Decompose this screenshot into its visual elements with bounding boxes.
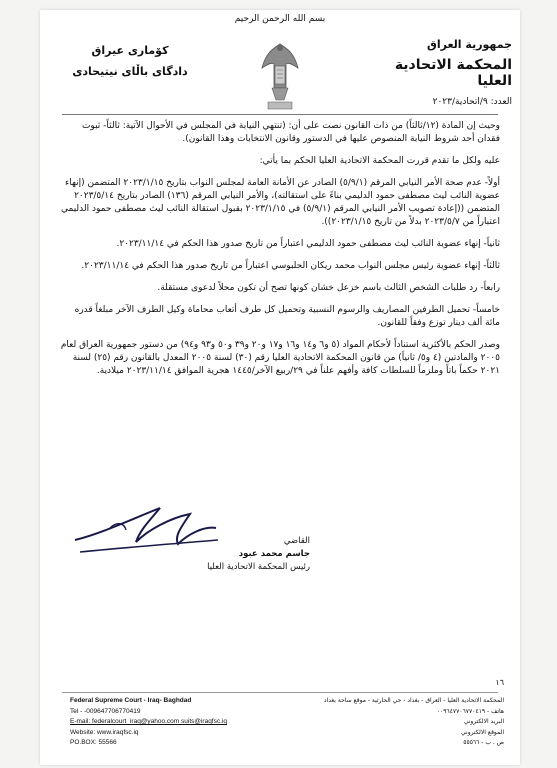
document-page <box>40 10 520 765</box>
footer-divider <box>62 692 498 693</box>
signatory-name: جاسم محمد عبود <box>238 549 310 559</box>
country-name-arabic: جمهورية العراق <box>427 38 512 51</box>
footer-english <box>70 696 270 749</box>
footer-email-ar: البريد الالكتروني <box>463 718 504 725</box>
basmala: بسم الله الرحمن الرحيم <box>234 14 326 24</box>
signatory-title: القاضي <box>283 536 310 546</box>
paragraph-first: أولاً- عدم صحة الأمر النيابي المرقم (٥/٩/١) الصادر عن الأمانة العامة لمجلس النواب بتاريخ ٢٠٢٣/١/١٥ المتضمن (إنهاء عضوية النائب ليث مصطفى حمود الدليمي بناءً على استقالته)، والأمر النيابي المرقم (١٣٦) الصادر بتاريخ ٢٠٢٣/٥/١٤ المتضمن ((إعادة تصويب الأمر النيابي المرقم (٥/٩/١) في ٢٠٢٣/١/١٥ بقبول استقالة النائب ليث مصطفى حمود الدليمي اعتباراً من ٢٠٢٣/٥/٧ بدلاً من تاريخ ٢٠٢٣/١/١٥)). <box>61 178 500 227</box>
paragraph-third: ثالثاً- إنهاء عضوية رئيس مجلس النواب محمد ريكان الحلبوسي اعتباراً من تاريخ صدور هذا الحكم في ٢٠٢٣/١١/١٤. <box>81 261 500 271</box>
header-divider <box>62 114 498 115</box>
country-name-kurdish: كۆماری عیراق <box>91 44 169 57</box>
footer-website-en[interactable]: Website: www.iraqfsc.iq <box>70 728 139 736</box>
header-kurdish <box>70 44 190 78</box>
footer-website-ar: الموقع الالكتروني <box>461 728 504 736</box>
signatory-position: رئيس المحكمة الاتحادية العليا <box>207 562 310 572</box>
footer-email-en[interactable]: E-mail: federalcourt_iraq@yahoo.com suits@iraqfsc.iq <box>70 718 227 725</box>
footer-pobox-en: PO.BOX: 55566 <box>70 739 117 746</box>
eagle-emblem-icon <box>260 38 300 116</box>
paragraph-ruling: وصدر الحكم بالأكثرية استناداً لأحكام المواد (٥ و٦ و١٤ و١٦ و١٧ و٢٠ و٣٩ و٥٠ و٩٣ و٩٤) من دستور جمهورية العراق لعام ٢٠٠٥ والمادتين (٤ و٥/ ثانياً) من قانون المحكمة الاتحادية العليا رقم (٣٠) لسنة ٢٠٠٥ المعدل بالقانون رقم (٢٥) لسنة ٢٠٢١ حكماً باتاً وملزماً للسلطات كافة وأفهم علناً في ٢٩/ربيع الآخر/١٤٤٥ هجرية الموافق ٢٠٢٣/١١/١٤ ميلادية. <box>60 340 500 376</box>
footer-address-ar: المحكمة الاتحادية العليا - العراق - بغداد - حي الحارثية - موقع ساحة بغداد <box>323 697 504 704</box>
paragraph-article-12: وحيث إن المادة (١٢/ثالثاً) من ذات القانون نصت على أن: (تنتهي النيابة في المجلس في الأحوال الآتية: ثالثاً- ثبوت فقدان أحد شروط النيابة المنصوص عليها في الدستور وقانون الانتخابات وهذا القانون). <box>81 121 500 144</box>
court-name-kurdish: دادگای باڵای نیتیحادی <box>72 65 188 78</box>
page-number: ١٦ <box>495 678 504 687</box>
header-arabic <box>362 38 512 107</box>
paragraph-second: ثانياً- إنهاء عضوية النائب ليث مصطفى حمود الدليمي اعتباراً من تاريخ صدور هذا الحكم في ٢٠٢٣/١١/١٤. <box>116 239 500 249</box>
document-number: العدد: ٩/اتحادية/٢٠٢٣ <box>432 97 512 107</box>
paragraph-decision-intro: عليه ولكل ما تقدم قررت المحكمة الاتحادية العليا الحكم بما يأتي: <box>259 156 500 166</box>
paragraph-fifth: خامساً- تحميل الطرفين المصاريف والرسوم النسبية وتحميل كل طرف أتعاب محاماة وكيل الطرف الآخر مبلغاً قدره مائة ألف دينار توزع وفقاً للقانون. <box>74 305 500 328</box>
signature-block <box>170 535 310 574</box>
paragraph-fourth: رابعاً- رد طلبات الشخص الثالث باسم خزعل خشان كونها تصح أن تكون محلاً لدعوى مستقلة. <box>157 283 500 293</box>
footer-address-en: Federal Supreme Court - Iraq- Baghdad <box>70 697 192 704</box>
footer-arabic <box>294 696 504 749</box>
footer-phone-en: Tel - -009647706770419 <box>70 707 141 715</box>
footer-pobox-ar: ص . ب - ٥٥٥٦٦ <box>463 739 504 746</box>
court-name-arabic: المحكمة الاتحادية العليا <box>394 57 512 89</box>
footer-phone-ar: هاتف - ٠٠٩٦٤٧٧٠٦٧٧٠٤١٩ <box>436 707 504 715</box>
judgment-body <box>60 120 500 387</box>
